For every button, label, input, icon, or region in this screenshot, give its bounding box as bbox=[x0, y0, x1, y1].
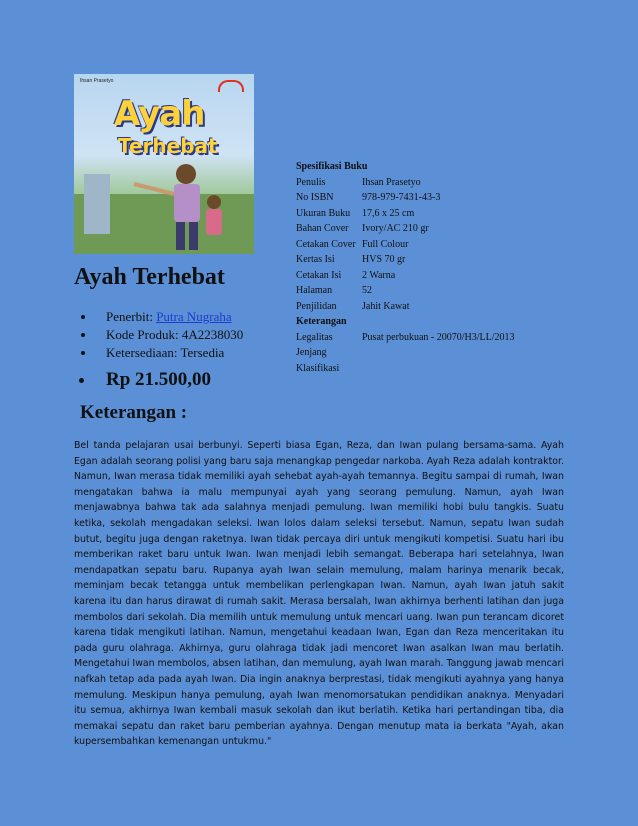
spec-value: 978-979-7431-43-3 bbox=[362, 192, 441, 203]
list-item-penerbit bbox=[96, 308, 243, 326]
spec-value: Ihsan Prasetyo bbox=[362, 176, 421, 188]
publisher-logo-icon bbox=[218, 80, 244, 92]
spec-row bbox=[296, 330, 514, 346]
product-meta-list bbox=[76, 308, 243, 362]
spec-key: Jenjang bbox=[296, 347, 327, 358]
penerbit-link[interactable]: Putra Nugraha bbox=[156, 309, 232, 324]
spec-value: HVS 70 gr bbox=[362, 254, 406, 265]
spec-key: Klasifikasi bbox=[296, 362, 340, 374]
spec-key: Penjilidan bbox=[296, 300, 337, 312]
spec-row bbox=[296, 221, 514, 237]
spec-key: Bahan Cover bbox=[296, 223, 349, 234]
spec-key: Kertas Isi bbox=[296, 254, 335, 265]
spec-row bbox=[296, 299, 514, 315]
spec-value: Full Colour bbox=[362, 238, 409, 250]
spec-heading: Spesifikasi Buku bbox=[296, 161, 368, 172]
cover-author: Ihsan Prasetyo bbox=[80, 78, 114, 84]
spec-row bbox=[296, 237, 514, 253]
spec-row bbox=[296, 361, 514, 377]
spec-key: Legalitas bbox=[296, 331, 333, 343]
spec-value: 2 Warna bbox=[362, 269, 396, 281]
spec-table bbox=[296, 159, 514, 376]
spec-key: Cetakan Cover bbox=[296, 238, 356, 250]
list-item-kode-produk: • Kode Produk: 4A2238030 bbox=[96, 326, 243, 344]
spec-row bbox=[296, 283, 514, 299]
spec-key: Halaman bbox=[296, 285, 333, 296]
spec-value: Jahit Kawat bbox=[362, 300, 410, 312]
product-price: • Rp 21.500,00 bbox=[96, 366, 211, 394]
product-title: Ayah Terhebat bbox=[74, 264, 225, 290]
cover-title-line2: Terhebat bbox=[118, 134, 218, 158]
list-item-ketersediaan: • Ketersediaan: Tersedia bbox=[96, 344, 243, 362]
spec-key: Penulis bbox=[296, 176, 326, 188]
synopsis-paragraph: Bel tanda pelajaran usai berbunyi. Seperti biasa Egan, Reza, dan Iwan pulang bersama-sama. Ayah Egan adalah seorang polisi yang baru saja menangkap pengedar narkoba. Ayah Reza adalah kontraktor. Namun, Iwan merasa tidak memiliki ayah sehebat ayah-ayah temannya. Begitu sampai di rumah, Iwan mengatakan bahwa ia malu mempunyai ayah yang seorang pemulung. Namun, ayah Iwan menjawabnya bahwa tak ada salahnya menjadi pemulung. Iwan memiliki hobi bulu tangkis. Suatu ketika, sekolah mengadakan seleksi. Iwan lolos dalam seleksi tersebut. Namun, sepatu Iwan sudah butut, begitu juga dengan raketnya. Iwan tidak percaya diri untuk mengikuti kompetisi. Suatu hari ibu memberikan raket baru untuk Iwan. Iwan menjadi lebih semangat. Beberapa hari setelahnya, Iwan mendapatkan sepatu baru. Rupanya ayah Iwan selain memulung, malam harinya menarik becak, meminjam becak tetangga untuk membelikan perlengkapan Iwan. Namun, ayah Iwan jatuh sakit karena itu dan harus dirawat di rumah sakit. Merasa bersalah, Iwan akhirnya berhenti latihan dan juga membolos dari sekolah. Dia memilih untuk memulung untuk mencari uang. Iwan pun terancam dicoret karena tidak mengikuti latihan. Namun, mengetahui keadaan Iwan, Egan dan Reza menceritakan itu pada guru olahraga. Akhirnya, guru olahraga tidak jadi mencoret Iwan asalkan Iwan mau berlatih. Mengetahui Iwan membolos, absen latihan, dan memulung, ayah Iwan marah. Tanggung jawab mencari nafkah tetap ada pada ayah Iwan. Dia ingin anaknya berprestasi, tidak mengikuti ayahnya yang hanya memulung. Meskipun hanya pemulung, ayah Iwan menomorsatukan pendidikan anaknya. Menyadari itu semua, akhirnya Iwan kembali masuk sekolah dan ikut berlatih. Ketika hari pertandingan tiba, dia memakai sepatu dan raket baru pemberian ayahnya. Dengan menutup mata ia berkata "Ayah, akan kupersembahkan kemenangan untukmu." bbox=[74, 440, 564, 748]
price-list bbox=[76, 366, 211, 394]
spec-row bbox=[296, 206, 514, 222]
spec-key: Cetakan Isi bbox=[296, 269, 342, 281]
book-cover-image bbox=[74, 74, 254, 254]
spec-row bbox=[296, 268, 514, 284]
penerbit-label: Penerbit: bbox=[106, 309, 157, 324]
keterangan-heading: Keterangan : bbox=[80, 402, 188, 423]
cover-illustration bbox=[74, 154, 254, 254]
spec-key: Ukuran Buku bbox=[296, 207, 351, 219]
spec-row bbox=[296, 190, 514, 206]
spec-row bbox=[296, 345, 514, 361]
spec-row bbox=[296, 175, 514, 191]
spec-heading-keterangan: Keterangan bbox=[296, 316, 347, 327]
spec-value: Ivory/AC 210 gr bbox=[362, 223, 429, 234]
spec-key: No ISBN bbox=[296, 192, 334, 203]
cover-title-line1: Ayah bbox=[114, 94, 205, 134]
spec-value: 17,6 x 25 cm bbox=[362, 207, 415, 219]
spec-value: Pusat perbukuan - 20070/H3/LL/2013 bbox=[362, 331, 515, 343]
spec-value: 52 bbox=[362, 285, 372, 296]
spec-row bbox=[296, 252, 514, 268]
